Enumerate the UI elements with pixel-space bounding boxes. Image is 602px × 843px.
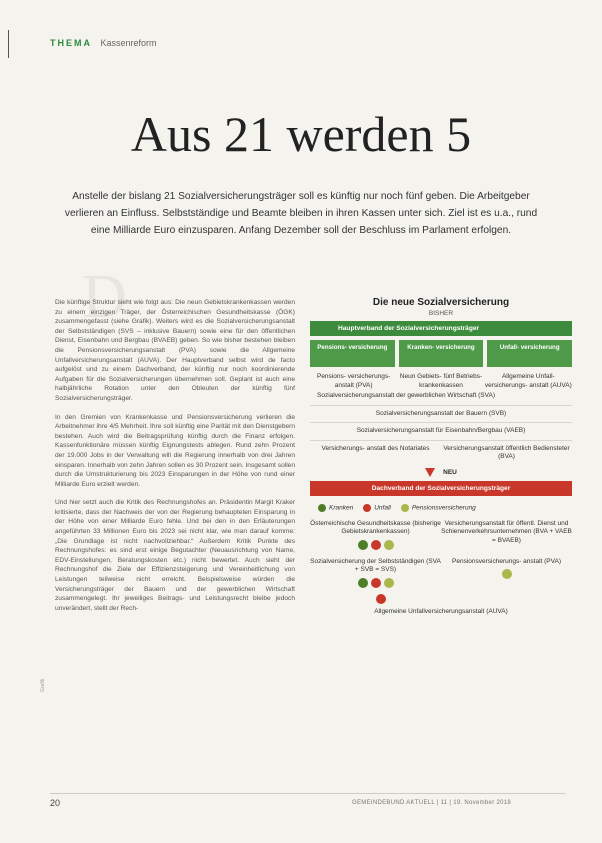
new-carriers-row-1 — [310, 520, 572, 550]
old-auva: Allgemeine Unfall- versicherungs- anstalt (AUVA) — [484, 373, 572, 389]
hauptverband-bar: Hauptverband der Sozialversicherungsträger — [310, 321, 572, 336]
org-chart — [310, 297, 572, 616]
chart-subtitle: BISHER — [428, 310, 454, 317]
pension-dot-icon — [384, 540, 394, 550]
new-auva: Allgemeine Unfallversicherungsanstalt (AUVA) — [374, 607, 508, 615]
section-label: THEMA — [50, 38, 92, 48]
page-number: 20 — [50, 798, 61, 808]
image-credit: Grafik — [40, 678, 46, 692]
body-paragraph-1: Die künftige Struktur sieht wie folgt aus: Die neun Gebietskrankenkassen werden zu einem einzigen Träger, der Österreichischen Gesundheitskasse (ÖGK) zusammengefasst (siehe Grafik). Weiters wird es die Sozialversicherungsanstalt der Selbstständigen (SVS – inklusive Bauern) sowie eine für den öffentlichen Dienst, Eisenbahn und Bergbau (BVAEB) geben. So wie bisher bestehen bleiben die Pensionsversicherungsanstalt (PVA) sowie die Allgemeine Unfallversicherungsanstalt (AUVA). Der Hauptverband selbst wird de facto aufgelöst und zu einem Dachverband, der künftig nur noch koordinierende Aufgaben für die Sozialversicherungen übernehmen soll. Geplant ist auch eine halbjährliche Rotation unter den Obleuten der künftig fünf Sozialversicherungsträger. — [55, 299, 295, 402]
pension-box: Pensions- versicherung — [310, 340, 395, 367]
old-svb: Sozialversicherungsanstalt der Bauern (SVB) — [375, 409, 507, 417]
arrow-down-icon — [425, 468, 435, 477]
new-label: NEU — [443, 468, 457, 476]
new-bvaeb: Versicherungsanstalt für öffentl. Dienst und Schienenverkehrsunternehmen (BVA + VAEB = BVAEB) — [441, 519, 572, 544]
body-paragraph-3: Und hier setzt auch die Kritik des Rechnungshofes an. Präsidentin Margit Kraker kritisierte, dass der Nachweis der von der Regierung behaupteten Einsparung in der Höhe von einer Milliarde Euro fehle. Und bei den in den Erläuterungen angeführten 33 Millionen Euro bis 2023 sei nicht klar, wie man darauf komme: „Die Grundlage ist nicht nachvollziehbar.“ Außerdem Kritik Punkte des Rechnungshofes: es sind erst einige Begutachter (Neuausrichtung von Name, EDV-Einstellungen, Beratungskosten etc.) nicht bewertet. Auch sieht der Rechnungshof die Ziele der Effizienzsteigerung und Vereinheitlichung von Leistungen teilweise nicht erreicht. Beispielsweise würden die Versicherungsträger der Bauern und der gewerblichen Wirtschaft zusammengelegt. Ihr jeweiliges Beitrags- und Leistungsrecht bleibe jedoch unverändert, stellt der Rech- — [55, 499, 295, 612]
section-header — [50, 38, 157, 48]
margin-rule — [8, 30, 9, 58]
chart-title: Die neue Sozialversicherung — [372, 297, 510, 308]
new-svs: Sozialversicherung der Selbstständigen (SVA + SVB = SVS) — [310, 558, 441, 588]
old-carriers-row — [310, 373, 572, 390]
page-title: Aus 21 werden 5 — [130, 106, 472, 162]
legend-kranken: Kranken — [318, 504, 353, 512]
unfall-dot-icon — [376, 594, 386, 604]
old-sva: Sozialversicherungsanstalt der gewerblichen Wirtschaft (SVA) — [317, 392, 495, 399]
accident-box: Unfall- versicherung — [487, 340, 572, 367]
lead-paragraph: Anstelle der bislang 21 Sozialversicherungsträger soll es künftig nur noch fünf geben. Die Arbeitgeber verlieren an Einfluss. Selbstständige und Beamte bleiben in ihren Kassen unter sich. Ziel ist es u.a., rund eine Milliarde Euro einzusparen. Anfang Dezember soll der Beschluss im Parlament erfolgen. — [64, 191, 538, 236]
new-carriers-row-2 — [310, 558, 572, 588]
new-marker — [310, 468, 572, 477]
old-kassen: Neun Gebiets- fünf Betriebs- krankenkassen — [399, 373, 483, 389]
footer-source: GEMEINDEBUND AKTUELL | 11 | 19. November 2018 — [352, 800, 512, 806]
unfall-dot-icon — [371, 578, 381, 588]
new-oegk: Österreichische Gesundheitskasse (bisherige Gebietskrankenkassen) — [310, 520, 441, 550]
old-vaeb: Sozialversicherungsanstalt für Eisenbahn/Bergbau (VAEB) — [356, 427, 526, 434]
auva-dots — [310, 594, 572, 604]
divider — [310, 422, 572, 423]
kranken-dot-icon — [358, 578, 368, 588]
pension-dot-icon — [384, 578, 394, 588]
chart-legend — [310, 504, 572, 512]
dachverband-bar: Dachverband der Sozialversicherungsträger — [310, 481, 572, 496]
body-column — [55, 298, 295, 622]
kranken-dot-icon — [358, 540, 368, 550]
footer-rule — [50, 793, 565, 794]
old-pva: Pensions- versicherungs- anstalt (PVA) — [316, 373, 391, 389]
unfall-dot-icon — [371, 540, 381, 550]
body-paragraph-2: In den Gremien von Krankenkasse und Pensionsversicherung verlieren die Arbeitnehmer ihre 4/5 Mehrheit. Ihre soll künftig eine Parität mit den Dienstgebern bestehen. Auch wird die Beitragsprüfung künftig durch die Finanz erfolgen. Kassenfunktionäre müssen künftig Eignungstests ablegen. Rund zehn Prozent der 19.000 Jobs in der Verwaltung will die Regierung innerhalb von drei Jahren einsparen. Innerhalb von zehn Jahren sollen es 30 Prozent sein. Insgesamt sollen durch die Umstrukturierung bis 2023 Einsparungen in der Höhe von rund einer Milliarde Euro erzielt werden. — [55, 413, 295, 488]
section-topic: Kassenreform — [100, 38, 157, 48]
legend-dot-icon — [363, 504, 371, 512]
legend-dot-icon — [401, 504, 409, 512]
old-misc-row — [310, 445, 572, 462]
insurance-types-row — [310, 340, 572, 367]
legend-pension: Pensionsversicherung — [401, 504, 476, 512]
pension-dot-icon — [502, 569, 512, 579]
old-notariat: Versicherungs- anstalt des Notariates — [321, 444, 430, 452]
drop-cap: D — [82, 263, 127, 331]
divider — [310, 440, 572, 441]
divider — [310, 405, 572, 406]
health-box: Kranken- versicherung — [399, 340, 484, 367]
legend-unfall: Unfall — [363, 504, 391, 512]
new-pva: Pensionsversicherungs- anstalt (PVA) — [441, 558, 572, 588]
old-bva: Versicherungsanstalt öffentlich Bediensteter (BVA) — [443, 444, 570, 460]
legend-dot-icon — [318, 504, 326, 512]
